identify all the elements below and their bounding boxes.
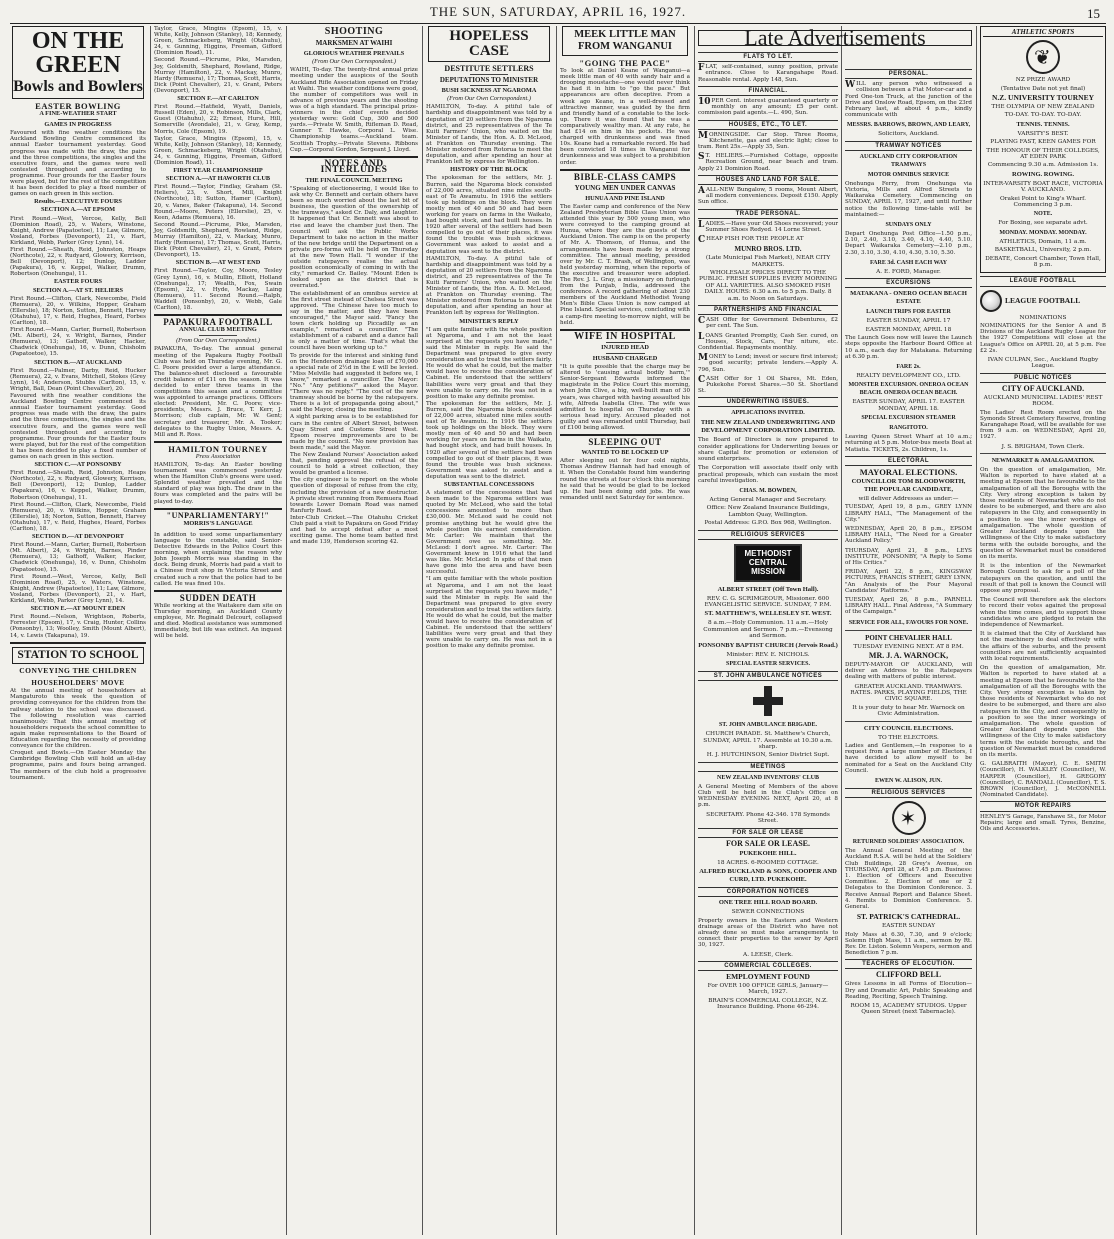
ad-text: WEDNESDAY, April 20, 8 p.m., EPSOM LIBRARY HALL, "The Need for a Greater Auckland Policy." xyxy=(845,525,972,545)
article-text: WAIHI, To-day. The twenty-first annual prize meeting under the auspices of the South Auckland Rifle Association opened on Friday at Waihi. The weather conditions were good, the number of competitors was well in advance of previous years and the shooting was of a high standard. The principal prize-winners in the chief events decided yesterday were: Gold Cup, 300 and 500 yards.—Private W. Smith, Rifleman D. Read, Gunner T. Hawke, Corporal L. Wise. Championship teams.—Auckland team. Scottish Trophy.—Private Stevens. Ribbons Cup.—Corporal Gordon, Sergeant J. Lloyd. xyxy=(290,67,418,153)
classified-head: ST. JOHN AMBULANCE NOTICES xyxy=(698,671,838,681)
subhead: MINISTER'S REPLY xyxy=(459,317,519,325)
subhead: MORRIS'S LANGUAGE xyxy=(183,519,253,527)
headline-sleeping-out: SLEEPING OUT xyxy=(588,437,662,448)
ad-financial: 10 PER Cent. interest guaranteed quarterly or monthly on any amount; £5 per cent. commission paid agents.—L. 490, Sun. xyxy=(698,96,838,117)
ad-text: The Ladies' Rest Room erected on the Symonds Street Cemetery Reserve, fronting Karangahape Road, will be available for use from 9 a.m. on WEDNESDAY, April 20, 1927. xyxy=(980,409,1106,441)
headline-shooting: SHOOTING xyxy=(324,26,384,37)
subhead: HOUSEHOLDERS' MOVE xyxy=(31,679,125,688)
subhead: "GOING THE PACE" xyxy=(579,58,671,68)
page-number: 15 xyxy=(1087,6,1100,21)
section-st-heliers: SECTION A.—AT ST. HELIERS xyxy=(32,286,124,294)
subhead: INJURED HEAD xyxy=(601,343,649,351)
football-icon xyxy=(980,290,1002,312)
ad-trade: LADIES.—Have your Old Shoes recovered; your Summer Shoes Redyed. 14 Lorne Street. xyxy=(698,219,838,233)
headline-bowls: Bowls and Bowlers xyxy=(13,78,143,95)
classified-head: HOUSES AND LAND FOR SALE. xyxy=(698,175,838,185)
ad-text: VARSITY'S BEST. xyxy=(1017,130,1069,137)
subhead: DESTITUTE SETTLERS xyxy=(444,64,534,73)
late-ads-title: Late Advertisements xyxy=(698,30,972,46)
ad-text: TENNIS. TENNIS. xyxy=(1016,120,1070,128)
byline: (From Our Own Correspondent.) xyxy=(447,95,531,103)
headline-box xyxy=(12,647,144,665)
section-c: SECTION C.—AT PONSONBY xyxy=(34,461,122,469)
ad-text: EMPLOYMENT FOUND xyxy=(726,972,810,982)
ad-text: CHURCH PARADE. St. Matthew's Church, SUNDAY, APRIL 17. Assemble at 10.30 a.m. sharp. xyxy=(703,731,833,750)
ad-text: Orakei Point to King's Wharf. Commencing 3 p.m. xyxy=(1000,195,1086,208)
ad-text: Ladies and Gentlemen,—In response to a request from a large number of Electors, I have decided to allow myself to be nominated for a Seat on the Auckland City Council. xyxy=(845,743,972,774)
ad-text: FRIDAY, April 22, 8 p.m., KINGSWAY PICTURES, FRANCIS STREET, GREY LYNN, "An Analysis of the Four Mayoral Candidates' Platforms." xyxy=(845,569,972,594)
classified-head: MEETINGS xyxy=(698,762,838,772)
ad-text: REALTY DEVELOPMENT CO., LTD. xyxy=(856,372,961,379)
subhead: DEPUTATIONS TO MINISTER xyxy=(439,76,539,85)
ad-text: APPLICATIONS INVITED. xyxy=(731,410,805,417)
article-text: After sleeping out for four cold nights, Thomas Andrew Hannah had had enough of it. When the Constable found him wandering round the streets at four o'clock this morning he said that he would be glad to be locked up. He had been doing odd jobs. He was remanded until next Saturday for sentence. xyxy=(560,458,690,501)
section-d: SECTION D.—AT DEVONPORT xyxy=(32,533,124,541)
article-text: First Round.—Clifton, Clark, Newcombe, Field (Remuera), 20, v. Wilkins, Hopper, Graham (Ellerslie), 18; Norton, Sutton, Bennett, Harvey (Otahuhu), 17, v. Reid, Hughes, Heard, Forbes (Carlton), 18. xyxy=(10,501,146,532)
article-text: Taylor, Grace, Mingins (Epsom), 15, v. White, Kelly, Johnson (Stanley), 18; Kennedy, Green, Schmackeberg, Wright (Otahuhu), 24, v. Gunning, Higgins, Freeman, Gifford (Dominion Road), 11. xyxy=(154,135,282,166)
ad-text: ALFRED BUCKLAND & SONS, COOPER AND CURD, LTD. PUKEKOHE. xyxy=(699,868,837,883)
classified-head: UNDERWRITING ISSUES. xyxy=(698,397,838,407)
article-text: First Round.—Clifton, Clark, Newcombe, Field (Remuera), 20, v. Wilkins, Hopper, Graham (Ellerslie), 18; Norton, Sutton, Bennett, Harvey (Otahuhu), 17, v. Reid, Hughes, Heard, Forbes (Carlton), 18. xyxy=(10,295,146,326)
subhead: GAMES IN PROGRESS xyxy=(44,121,112,129)
ad-text: SUNDAYS ONLY xyxy=(885,222,932,229)
column-meek-little-man xyxy=(560,26,690,1235)
article-text: First Round.—Nelson, Wrightson, Roberts, Forrester (Epsom), 17, v. Craig, Hunter, Collins (Ponsonby), 13; Woolley, Smith (Mount Albert), 14, v. Lewis (Takapuna), 19. xyxy=(10,614,146,639)
headline-station-to-school: STATION TO SCHOOL xyxy=(17,648,139,661)
ad-text: WHOLESALE PRICES DIRECT TO THE PUBLIC. FRESH SUPPLIES EVERY MORNING OF ALL VARIETIES. ALSO SMOKED FISH DAILY. HOURS: 6.30 a.m. to 5 p.m. Daily. 8 a.m. to Noon on Saturdays. xyxy=(699,270,837,302)
ad-text: (Late Municipal Fish Market), NEAR CITY MARKETS. xyxy=(705,255,831,268)
ad-text: A General Meeting of Members of the above Club will be held in the Club's Office on WEDNESDAY EVENING NEXT, April 20, at 8 p.m. xyxy=(698,783,838,809)
ad-text: A. E. FORD, Manager. xyxy=(876,268,941,275)
ad-text: GREATER AUCKLAND. TRAMWAYS. RATES. PARKS, PLAYING FIELDS, THE CIVIC SQUARE. xyxy=(850,683,967,703)
subhead: HISTORY OF THE BLOCK xyxy=(450,166,528,174)
article-text: First Round.—West, Vercoe, Kelly, Bell (Dominion Road), 25, v. Waters, Winstone, Knight, Andrew (Papatoetoe), 11; Law, Gilmore, Vosland, Forbes (Devonport), 21, v. Hart, Kirkland, Webb, Parker (Grey Lynn), 14. xyxy=(10,215,146,246)
classified-head: PUBLIC NOTICES xyxy=(980,373,1106,383)
ad-partnership: MONEY to Lend; invest or secure first interest; good security; private lenders.—Apply A. 796, Sun. xyxy=(698,353,838,373)
ad-text: CITY COUNCIL ELECTIONS. xyxy=(863,724,954,732)
article-text: Second Round.—Picrume, Pike, Marsden, Joy, Goldsmith, Shephard, Rowland, Ridge, Murray (Hamilton), 22, v. Mackay, Munro, Hardy (Remuera), 17; Thomas, Scott, Harris, Dick (Point Chevalier), 21, v. Grant, Peters (Devonport), 15. xyxy=(154,221,283,259)
classified-head: TRADE PERSONAL. xyxy=(698,209,838,219)
headline-box xyxy=(12,26,144,99)
league-heading: LEAGUE FOOTBALL xyxy=(980,290,1106,312)
article-text: While working at the Waitakere dam site on Thursday morning, an Auckland County employee, Mr. Reginald Delcourt, collapsed and died. Medical assistance was summoned immediately, but life was extinct. An inquest will be held. xyxy=(154,602,282,640)
ad-text: BRAIN'S COMMERCIAL COLLEGE, N.Z. Insurance Building. Phone 46-294. xyxy=(708,997,828,1011)
ad-text: MOTOR OMNIBUS SERVICE xyxy=(867,171,950,178)
ad-text: EASTER SUNDAY, APRIL 17. EASTER MONDAY, APRIL 18. xyxy=(852,399,965,412)
ad-text: IVAN CULPAN, Sec., Auckland Rugby League. xyxy=(987,356,1099,370)
subhead: THE FINAL COUNCIL MEETING xyxy=(305,176,403,184)
ad-text: BASKETBALL, University, 2 p.m. xyxy=(994,247,1092,254)
section-haworth: SECTION A.—AT HAWORTH CLUB xyxy=(165,175,271,183)
article-text: Favoured with fine weather conditions the Auckland Bowling Centre commenced its annual Easter tournament yesterday. Good progress was made with the draw, the pairs and the three competitions, the singles and the executive fours, and the games were well contested throughout and according to programme. Four grounds for the Easter fours were played, but for the rest of the competition it has been decided to play a fixed number of games on each green in this section. xyxy=(10,393,146,460)
ad-text: AUCKLAND CITY CORPORATION TRAMWAYS xyxy=(859,153,958,168)
ad-text: DEPUTY-MAYOR OF AUCKLAND, will deliver an Address to the Ratepayers dealing with matters of public interest. xyxy=(845,661,972,681)
ad-text: EASTER SUNDAY xyxy=(881,923,936,930)
ad-text: The Council will therefore ask the electors to record their votes against the proposal when the time comes, and to support those candidates who are pledged to retain the independence of Newmarket. xyxy=(980,597,1106,628)
column-bowls-cont xyxy=(154,26,282,1235)
athletic-sports-box xyxy=(980,26,1106,273)
ad-text: Depart Onehunga Post Office—1.50 p.m., 2.10, 2.40, 3.10, 3.40, 4.10, 4.40, 5.10. Depart Waikaraka Cemetery—2.10 p.m., 2.30, 3.10, 3.30, 4.10, 4.30, 5.10, 5.30. xyxy=(845,231,972,256)
article-text: The Easter camp and conference of the New Zealand Presbyterian Bible Class Union was attended this year by 500 young men, who were conveyed to the camping ground at Hunua, where they are the guests of the Auckland Union. The camp is on the property of Mr. A. Thomson, of Hunua, and the arrangements have been made by a strong committee. The annual meeting, presided over by Mr. C. T. Brash, of Wellington, was held yesterday morning, when the reports of the executive and treasurer were adopted. The Rev. J. L. Gray, a missionary on furlough from the Punjab, India, addressed the conference. A record gathering of about 230 members of the Auckland Methodist Young Men's Bible Class Union is now camped at Pine Island. Special services, concluding with a camp-fire meeting to-morrow night, will be held. xyxy=(560,203,690,326)
ad-text: (Tentative Date not yet final) xyxy=(1000,85,1086,92)
ad-text: FARE 3d. CASH EACH WAY xyxy=(869,259,948,266)
ad-text: SEWER CONNECTIONS xyxy=(731,909,805,916)
ad-text: Solicitors, Auckland. xyxy=(878,131,939,138)
classified-head: CORPORATION NOTICES xyxy=(698,887,838,897)
classified-head: COMMERCIAL COLLEGES. xyxy=(698,961,838,971)
ad-text: ATHLETICS, Domain, 11 a.m. xyxy=(999,238,1087,245)
ad-text: N.Z. UNIVERSITY TOURNEY xyxy=(992,92,1094,102)
masthead-title: THE SUN, SATURDAY, APRIL 16, 1927. xyxy=(429,4,687,19)
ad-text: RETURNED SOLDIERS' ASSOCIATION. xyxy=(852,839,965,846)
column-shooting xyxy=(290,26,418,1235)
ad-text: will deliver Addresses as under:— xyxy=(858,495,959,502)
ad-partnership: CASH Offer for Government Debentures, £2 per cent. The Sun. xyxy=(698,316,838,330)
ad-house-sale: AALL-NEW Bungalow, 5 rooms, Mount Albert, all modern conveniences. Deposit £150. Apply Sun office. xyxy=(698,185,838,206)
ad-text: TUESDAY EVENING NEXT. AT 8 P.M. xyxy=(853,643,964,650)
section-e: SECTION E.—AT MOUNT EDEN xyxy=(30,605,126,613)
ad-text: CHAS. M. BOWDEN, xyxy=(739,487,797,494)
ad-text: For Boxing, see separate advt. xyxy=(998,220,1088,227)
ad-text: CITY OF AUCKLAND. xyxy=(1001,383,1085,393)
ad-text: MONSTER EXCURSION. ONEROA OCEAN BEACH. ONEROA OCEAN BEACH. xyxy=(848,382,969,397)
ad-text: The Launch Goes now will leave the Launch steps opposite the Harbour Board Office at 10 a.m., each day for Matakana. Returning at 6.30 p.m. xyxy=(845,335,972,360)
ad-text: Acting General Manager and Secretary. xyxy=(709,496,827,503)
ad-text: The Board of Directors is now prepared to consider applications for Underwriting Issues or share Capital for promotion or extension of sound enterprises. xyxy=(698,437,838,463)
ad-text: ROOM 15, ACADEMY STUDIOS. Upper Queen Street (next Tabernacle). xyxy=(850,1003,967,1016)
rsa-badge-icon: ✶ xyxy=(892,801,926,835)
classified-head: TRAMWAY NOTICES xyxy=(845,141,972,151)
article-text: First Round.—Taylor, Coy, Moore, Tesley (Grey Lynn), 16, v. Mullin, Elliott, Holland (Onehunga), 17; Wealth, Fox, Swain (Epsom), 22, v. Hyde, Mackay, Laing (Remuera), 11. Second Round.—Ralph, Waddell (Ponsonby), 20, v. Webb, Gale (Carlton), 18. xyxy=(154,268,282,312)
results-head: Results.—EXECUTIVE FOURS xyxy=(34,198,122,206)
ad-text: Property owners in the Eastern and Western drainage areas of the District who have not already done so must make arrangements to connect their properties to the sewer by April 30, 1927. xyxy=(698,917,838,949)
classified-head: ELECTORAL xyxy=(845,456,972,466)
classified-head: LEAGUE FOOTBALL xyxy=(980,276,1106,286)
article-text: The New Zealand Nurses' Association asked that, pending approval the refusal of the council to hold a street collection, they would be granted a license. xyxy=(290,452,418,477)
ad-text: NEW ZEALAND INVENTORS' CLUB xyxy=(717,774,819,781)
headline-on-the-green: ON THE GREEN xyxy=(31,28,125,78)
ad-text: Office: New Zealand Insurance Buildings, Lambton Quay, Wellington. xyxy=(706,505,830,518)
article-text: In addition to used some unparliamentary language to the constable, said Senior-Detective Edwards in the Police Court this morning, when explaining the reason why John Joseph Morris was standing in the dock. Being drunk, Morris had paid a visit to a Chinese fruit shop in Victoria Street and created such a row that the police had to be called. He was fined 10s. xyxy=(154,531,282,587)
headline-meek-little-man: MEEK LITTLE MAN FROM WANGANUI xyxy=(574,29,676,52)
article-text: To provide for the interest and sinking fund on the Henderson drainage loan of £70,000 a special rate of 2½d in the £ will be levied. "Miss Melville had suggested it before we, I know," remarked a councillor. The Mayor: "No." "Any petitions?" asked the Mayor. "There was no reply." "The cost of the new tramway should be borne by the ratepayers. There is a lot of propaganda going about," said the Mayor, closing the meeting. xyxy=(290,352,418,414)
ad-house: S T. HELIERS.—Furnished Cottage, opposite Recreation Ground, near beach and tram. Apply 21 Dominion Road. xyxy=(698,152,838,172)
ad-flat: FLAT, self-contained, sunny position, private entrance. Close to Karangahape Road. Reasonable rental. Apply 148, Sun. xyxy=(698,63,838,83)
ad-text: NOTE. xyxy=(1033,211,1053,218)
ad-text: Holy Mass at 6.30, 7.30, and 9 o'clock; Solemn High Mass, 11 a.m., sermon by Rt. Rev. Dr. Liston. Solemn Vespers, sermon and Benediction 7 p.m. xyxy=(845,931,972,957)
ad-text: J. S. BRIGHAM, Town Clerk. xyxy=(1001,443,1085,450)
ad-text: RANGITOTO. xyxy=(889,425,928,432)
ad-text: MESSRS. BARROWS, BROWN, AND LEARY, xyxy=(846,122,971,129)
ad-text: G. GALBRAITH (Mayor), C. E. SMITH (Councillor), H. WALKLEY (Councillor), W. HARPER (Councillor), H. GREGORY (Councillor), C. RANDALL (Councillor), T. S. BROWN (Councillor), J. McCONNELL (Nominated Candidate). xyxy=(980,761,1106,799)
article-text: Second Round.—Picrume, Pike, Marsden, Joy, Goldsmith, Shephard, Rowland, Ridge, Murray (Hamilton), 22, v. Mackay, Munro, Hardy (Remuera), 17; Thomas, Scott, Harris, Dick (Point Chevalier), 21, v. Grant, Peters (Devonport), 15. xyxy=(154,57,283,94)
article-text: First Round.—Sheath, Reid, Johnston, Heaps (Northcote), 22, v. Rudyard, Glowery, Kerrison, Bell (Devonport), 12; Dunlop, Ladder (Papakura), 16, v. Keppel, Walker, Drumm, Robertson (Onehunga), 11. xyxy=(10,470,146,501)
classified-head: FINANCIAL. xyxy=(698,86,838,96)
section-b: SECTION B.—AT AUCKLAND xyxy=(34,358,122,366)
ad-text: Postal Address: G.P.O. Box 968, Wellington. xyxy=(704,520,832,527)
ad-text: LAUNCH TRIPS FOR EASTER xyxy=(866,309,951,316)
subhead: HUNUA AND PINE ISLAND xyxy=(585,194,665,202)
headline-box xyxy=(428,26,550,62)
ad-text: SPECIAL EXCURSION STEAMER xyxy=(861,415,956,422)
article-text: First Round.—Palmer, Darby, Reid, Hucker (Remuera), 22, v. Evans, Mitchell, Stokes (Grey Lynn), 14; Anderson, Stubbs (Carlton), 15, v. Wright, Ball, Dean (Point Chevalier), 20. xyxy=(10,367,146,392)
ad-motor: HENLEY'S Garage, Fanshawe St., for Motor Repairs; large and small. Tyres, Benzine, Oils and Accessories. xyxy=(980,813,1106,832)
section-head: EASTER BOWLING xyxy=(35,101,121,111)
ad-text: INTER-VARSITY BOAT RACE, VICTORIA V. AUCKLAND. xyxy=(983,180,1103,194)
ad-text: ROWING. ROWING. xyxy=(1012,170,1074,178)
ad-text: On the question of amalgamation, Mr. Walton is reported to have stated at a meeting at Epsom that he favourable to the amalgamation of all the Boroughs with the City. Very strong exception is taken by those residents of Newmarket who do not desire to be submerged, and there are also ratepayers in the City, and consequently in a position to see the inner workings of amalgamation. The whole question of Greater Auckland depends upon the willingness of the City to make satisfactory terms with the outside boroughs, and the question of Newmarket must be considered on its merits. xyxy=(980,665,1106,758)
ad-text: THURSDAY, April 21, 8 p.m., LEYS INSTITUTE, PONSONBY, "A Reply to Some of His Critics." xyxy=(845,547,972,566)
ad-text: PUKEKOHE HILL. xyxy=(739,849,797,857)
classified-head: RELIGIOUS SERVICES xyxy=(698,530,838,540)
ad-text: FARE 2s. xyxy=(896,363,921,370)
headline-box xyxy=(562,26,688,56)
byline: Press Association xyxy=(195,452,241,460)
ad-text: Gives Lessons in all Forms of Elocution—Dry and Dramatic Art, Public Speaking and Reading, Reciting, Speech Training. xyxy=(845,981,972,1000)
ad-text: TO THE ELECTORS. xyxy=(878,734,939,741)
classified-head: FLATS TO LET. xyxy=(698,52,838,62)
headline-papakura: PAPAKURA FOOTBALL xyxy=(163,317,273,328)
ad-text: AUCKLAND MUNICIPAL LADIES' REST ROOM. xyxy=(983,394,1103,408)
ad-text: For OVER 100 OFFICE GIRLS, January—March, 1927. xyxy=(707,983,829,996)
article-text: First Round.—Mann, Carter, Burnell, Robertson (Mt. Albert), 24, v. Wright, Barnes, Pinder (Remuera), 13; Gathoff, Walker, Hacker, Chadwick (Onehunga), 16, v. Dunn, Chisholm (Papatoetoe), 15. xyxy=(10,542,146,573)
ad-text: NZ PRIZE AWARD xyxy=(1015,77,1071,84)
ad-text: Onehunga Ferry, from Onehunga via Victoria, Mills and Alfred Streets to Waikaraka Cemetery. Commencing on SUNDAY, APRIL 17, 1927, and until further notice the following time-table will be maintained:— xyxy=(845,180,972,218)
ad-text: TUESDAY, April 26, 8 p.m., PARNELL LIBRARY HALL. Final Address, "A Summary of the Campaign." xyxy=(845,596,972,616)
article-text: "Speaking of electioneering, I would like to ask why Cr. Bennett and certain others have been so much worried about the last bit of business, the question of the ownership of the tramways," asked Cr. Daly, and laughter. It happened that Cr. Bennett was about to rise and leave the chamber just then. The council will ask the Public Works Department to take no action in the matter of the new bridge until the Department on a private pro-forma will be held on Thursday at the new Town Hall. "I wonder if the outside ratepayers realise the actual position economically of coming in with the city," remarked Cr. Bailey. "Mount Eden is looked upon as the district that is overrated." xyxy=(290,185,418,290)
headline-sudden-death: SUDDEN DEATH xyxy=(179,592,257,603)
ad-house: MORNINGSIDE. Car Stop. Three Rooms, Kitchenette, gas and electric light; close to tram. Rent 25s.—Apply 35, Sun. xyxy=(698,130,838,150)
article-text: First Round.—West, Vercoe, Kelly, Bell (Dominion Road), 25, v. Waters, Winstone, Knight, Andrew (Papatoetoe), 11; Law, Gilmore, Vosland, Forbes (Devonport), 21, v. Hart, Kirkland, Webb, Parker (Grey Lynn), 14. xyxy=(10,573,146,605)
ad-text: Minister: REV. E. NICHOLS. xyxy=(726,651,810,658)
ad-text: EWEN W. ALISON, JUN. xyxy=(874,778,943,785)
classified-head: TEACHERS OF ELOCUTION. xyxy=(845,959,972,969)
ad-text: SPECIAL EASTER SERVICES. xyxy=(726,661,810,668)
ad-text: 18 ACRES. 6-ROOMED COTTAGE. xyxy=(717,859,819,866)
article-text: Favoured with fine weather conditions the Auckland Bowling Centre commenced its annual Easter tournament yesterday. Good progress was made with the draw, the pairs and the three competitions, the singles and the executive fours, and the games were well contested throughout and according to programme. Four grounds for the Easter fours were played, but for the rest of the competition it has been decided to play a fixed number of games on each green in this section. xyxy=(10,130,146,198)
ad-text: SECRETARY. Phone 42-346. 178 Symonds Street. xyxy=(706,811,830,825)
masthead xyxy=(10,4,1106,24)
ad-text: The Annual General Meeting of the Auckland R.S.A. will be held at the Soldiers' Club Buildings, 28 Grey's Avenue, on THURSDAY, April 28, at 7.45 p.m. Business: 1. Election of Officers and Executive Committee. 2. Election of one or 2 Delegates to the Dominion Conference. 3. Receive Annual Report and Balance Sheet. 4. Remits to Dominion Conference. 5. General. xyxy=(845,848,972,910)
article-text: Inter-Club Cricket.—The Otahuhu Cricket Club paid a visit to Papakura on Good Friday and had to accept defeat after a most exciting game. The home team batted first and made 139, Henderson scoring 42. xyxy=(290,514,418,546)
classified-head: FOR SALE OR LEASE xyxy=(698,828,838,838)
ad-text: A. LEESE, Clerk. xyxy=(743,951,793,958)
article-text: At the annual meeting of householders at Mangaturoto this week the question of providing conveyance for the children from the railway station to the school was discussed. The following resolution was carried unanimously: That this annual meeting of householders requests the school committee to again make representations to the Board of Education regarding the necessity of providing conveyance for the children. xyxy=(10,688,146,750)
subhead: SUBSTANTIAL CONCESSIONS xyxy=(443,481,535,488)
ad-text: MONDAY. MONDAY. MONDAY. xyxy=(999,229,1087,236)
ad-text: NOMINATIONS for the Senior A and B Divisions of the Auckland Rugby League for the 1927 Competitions will close at the League's Office on APRIL 20, at 5 p.m. Fee £2 2s. xyxy=(980,322,1106,354)
section-a: SECTION A.—AT EPSOM xyxy=(40,206,116,214)
article-text: First Round.—Hatfield, Wyatt, Daniels, Russell (Eden), 20, v. Robinson, Mills, Clark, Guest (Otahuhu), 22; Ernest, Hurst, Hill, Somerville (Avondale), 21, v. Gray, Kemp, Morris, Cole (Epsom), 19. xyxy=(154,104,282,135)
ad-text: It is your duty to hear Mr. Warnock on Civic Administration. xyxy=(852,704,965,718)
headline-bible-class: BIBLE-CLASS CAMPS xyxy=(573,171,677,182)
ad-text: MATAKANA - ONERO OCEAN BEACH ESTATE xyxy=(850,290,967,306)
article-text: A statement of the concessions that had been made to the Ngaroma settlers was quoted by Mr. McLeod, who said the total concessions amounted to more than £30,000. Mr. McLeod said he could not promise anything but he would give the whole position his earnest consideration. Mr. Carter: We maintain that the Government owe us something. Mr. McLeod: I don't agree. Mr. Carter: The Government knew in 1916 what the land was like. Mr. McLeod: In spite of that men have gone into the area and have been successful. xyxy=(426,490,552,576)
article-text: To look at Daniel Keane of Wanganui—a meek little man of 40 with sandy hair and a drooping moustache—one would never think he had it in him to "go the pace." But appearances are often deceptive. From a week ago Keane, in a well-dressed and attractive manner, was guided by the firm and friendly hand of a constable to the lock-up. There it was found that he was a comparatively wealthy man. At any rate, he had £14 on him in his pockets. He was charged with drunkenness and was fined 10s. Keane had a remarkable record. He had been convicted 18 times in Wanganui for drunkenness and was subject to a prohibition order. xyxy=(560,68,690,166)
ad-text: Commencing 9.30 a.m. Admission 1s. xyxy=(987,162,1099,169)
ad-text: DEBATE, Concert Chamber, Town Hall, 8 p.m. xyxy=(985,255,1101,268)
athletic-sports-title: ATHLETIC SPORTS xyxy=(983,29,1103,37)
ad-personal: WILL any person who witnessed a collision between a Fiat Motor-car and a Ford One-ton Truck, at the junction of the Drive and Onslow Road, Epsom, on the 23rd February last, at about 4 p.m., kindly communicate with xyxy=(845,80,972,119)
subhead: HUSBAND CHARGED xyxy=(592,354,658,362)
ad-text: ST. JOHN AMBULANCE BRIGADE. xyxy=(718,722,818,729)
classified-head: EXCURSIONS xyxy=(845,278,972,288)
article-text: First Round.—Taylor, Findlay, Graham (St. Heliers), 23, v. Short, Mill, Knight (Northcote), 18; Sutton, Hamer (Carlton), 20, v. Vanes, Baker (Takapuna), 14. Second Round.—Moore, Peters (Ellerslie), 25, v. Keen, Adams (Remuera), 16. xyxy=(154,184,282,221)
headline-unparliamentary: "UNPARLIAMENTARY!" xyxy=(166,510,270,520)
ad-text: SERVICE FOR ALL, FAVOURS FOR NONE. xyxy=(848,619,969,626)
ad-partnership: LOANS Granted Promptly, Cash Ser. cured, on Houses, Stock, Cars, Fur niture, etc. Confidential. Repayments monthly. xyxy=(698,331,838,351)
article-text: The city engineer is to report on the whole question of disposal of refuse from the city, including the provision of a new destructor. A private street running from Remuera Road towards Lower Domain Road was named Ranfurly Road. xyxy=(290,477,418,514)
classified-head: PERSONAL. xyxy=(845,69,972,79)
ad-text: NOMINATIONS xyxy=(1019,314,1067,321)
ad-text: On the question of amalgamation, Mr. Walton is reported to have stated at a meeting at Epsom that he favourable to the amalgamation of all the Boroughs with the City. Very strong exception is taken by those residents of Newmarket who do not desire to be submerged, and there are also ratepayers in the City, and consequently in a position to see the inner workings of amalgamation. The whole question of Greater Auckland depends upon the willingness of the City to make satisfactory terms with the outside boroughs, and the question of Newmarket must be considered on its merits. xyxy=(980,467,1106,560)
ad-text: ST. MATTHEW'S, WELLESLEY ST. WEST. xyxy=(704,610,832,618)
easter-fours-head: EASTER FOURS xyxy=(53,278,103,286)
subhead: BUSH SICKNESS AT NGAROMA xyxy=(441,87,537,95)
column-late-ads-right xyxy=(845,66,972,1235)
ad-text: EASTER SUNDAY, APRIL 17 xyxy=(866,318,951,325)
ad-text: THE HONOUR OF THEIR COLLEGES, AT EDEN PARK xyxy=(986,147,1100,160)
article-text: "I am quite familiar with the whole position at Ngaroma, and I am not the least surprised at the requests you have made," said the Minister in reply. He said the Department was prepared to give every consideration and to treat the settlers fairly. He would do what he could, but the matter would have to receive the consideration of Cabinet. He understood that the settlers' liabilities were very great and that they were unable to carry on. He was not in a position to make any definite promise. xyxy=(426,326,552,400)
classified-head: MOTOR REPAIRS xyxy=(980,801,1106,811)
classified-head: HOUSES, ETC., TO LET. xyxy=(698,120,838,130)
classified-head: PARTNERSHIPS AND FINANCIAL xyxy=(698,305,838,315)
university-crest-icon: ❦ xyxy=(1026,40,1060,74)
ad-text: ST. PATRICK'S CATHEDRAL. xyxy=(856,912,961,922)
headline-notes: NOTES AND INTERLUDES xyxy=(320,158,388,175)
ad-text: H. J. HUTCHINSON, Senior District Supt. xyxy=(706,752,830,759)
ad-text: COUNCILLOR TOM BLOODWORTH, THE POPULAR CANDIDATE, xyxy=(851,477,966,493)
subhead: WANTED TO BE LOCKED UP xyxy=(581,449,669,457)
byline: (From Our Own Correspondent.) xyxy=(312,58,396,66)
munro-bros: MUNRO BROS. LTD. xyxy=(734,245,802,254)
column-bowls xyxy=(10,26,146,1235)
subhead: YOUNG MEN UNDER CANVAS xyxy=(574,183,676,192)
article-text: Croquet and Bowls.—On Easter Monday the Cambridge Bowling Club will hold an all-day programme, pairs and fours being arranged. The members of the club hold a progressive tournament. xyxy=(10,750,146,781)
article-text: "I am quite familiar with the whole position at Ngaroma, and I am not the least surprised at the requests you have made," said the Minister in reply. He said the Department was prepared to give every consideration and to treat the settlers fairly. He would do what he could, but the matter would have to receive the consideration of Cabinet. He understood that the settlers' liabilities were very great and that they were unable to carry on. He was not in a position to make any definite promise. xyxy=(426,576,552,650)
ad-text: TO-DAY. TO-DAY. TO-DAY. xyxy=(1004,112,1082,119)
ad-text: FOR SALE OR LEASE. xyxy=(725,838,811,848)
article-text: HAMILTON, To-day. An Easter bowling tournament was commenced yesterday when the Hamilton Club's greens were used. Splendid weather prevailed and the standard of play was high. The draw in the fours was completed and the pairs will be played to-day. xyxy=(154,462,282,505)
st-john-cross-icon xyxy=(751,684,785,718)
section-carlton: SECTION F.—AT CARLTON xyxy=(177,95,259,103)
ad-text: ONE TREE HILL ROAD BOARD. xyxy=(718,899,818,907)
ad-text: REV. C. G. SCRIMGEOUR, Missioner. 600 EVANGELISTIC SERVICE. SUNDAY, 7 P.M. xyxy=(704,595,832,609)
article-text: The establishment of an omnibus service at the first street instead of Chelsea Street was approved. "The Chinese have too much to say in the matter, and they have been encouraged," the Mayor said. "Fancy the town clerk holding up Piccadilly as an example," remarked a councillor. "The establishment of a cabaret and a dance hall is only a matter of time. That's what the council have been working up to." xyxy=(290,290,418,352)
classified-head: RELIGIOUS SERVICES xyxy=(845,788,972,798)
ad-text: THE NEW ZEALAND UNDERWRITING AND DEVELOPMENT CORPORATION LIMITED. xyxy=(700,419,836,435)
methodist-mission-logo: METHODIST CENTRAL MISSION xyxy=(734,544,802,582)
headline-hamilton: HAMILTON TOURNEY xyxy=(168,443,268,454)
article-text: PAPAKURA, To-day. The annual general meeting of the Papakura Rugby Football Club was held on Thursday evening, Mr. G. C. Poore presided over a large attendance. The balance-sheet disclosed a favourable credit balance of £11 on the season. It was decided to enter three teams in the competitions this season and a committee was appointed to arrange practices. Officers elected: President, Mr. C. Poore; vice-presidents, Messrs. J. Bruce, T. Kerr, J. Morrison; club captain, Mr. W. Gent; secretary and treasurer, Mr. A. Tooker; delegates to the Rugby Union, Messrs. A. Mill and R. Ross. xyxy=(154,346,282,438)
article-text: A sight parking area is to be established for cars in the centre of Albert Street, between Quay Street and Customs Street West. Epsom reserve improvements are to be made by the council. "No new provision has been made," said the Mayor. xyxy=(290,414,418,451)
article-text: First Round.—Sheath, Reid, Johnston, Heaps (Northcote), 22, v. Rudyard, Glowery, Kerrison, Bell (Devonport), 12; Dunlop, Ladder (Papakura), 16, v. Keppel, Walker, Drumm, Robertson (Onehunga), 11. xyxy=(10,246,146,278)
ad-fish: CHEAP FISH FOR THE PEOPLE AT xyxy=(698,235,804,246)
first-year-head: FIRST YEAR CHAMPIONSHIP xyxy=(173,167,263,175)
ad-text: Leaving Queen Street Wharf at 10 a.m.; returning at 5 p.m. Motor-bus meets Boat at Matiatia. TICKETS, 2s. Children, 1s. xyxy=(845,434,972,453)
ad-text: EASTER MONDAY, APRIL 18 xyxy=(865,326,952,333)
ad-text: MAYORAL ELECTIONS. xyxy=(859,466,958,477)
article-text: HAMILTON, To-day. A pitiful tale of hardship and disappointment was told by a deputation of 20 settlers from the Ngaroma district, and 25 representatives of the Te Kuiti Farmers' Union, who waited on the Minister of Lands, the Hon. A. D. McLeod, at Frankton on Thursday evening. The Minister motored from Rotorua to meet the deputation, and after spending an hour at Frankton left by express for Wellington. xyxy=(426,255,552,317)
ad-text: CLIFFORD BELL xyxy=(875,970,942,980)
subhead: A FINE-WEATHER START xyxy=(39,110,117,118)
ad-text: TUESDAY, April 19, 8 p.m., GREY LYNN LIBRARY HALL, "The Management of the City." xyxy=(845,504,972,523)
ad-text: POINT CHEVALIER HALL xyxy=(865,633,952,642)
subhead: CONVEYING THE CHILDREN xyxy=(19,666,137,676)
ad-text: 8 a.m.—Holy Communion. 11 a.m.—Holy Communion and Sermon. 7 p.m.—Evensong and Sermon. xyxy=(703,620,833,640)
ad-text: PLAYING FAST, KEEN GAMES FOR xyxy=(990,139,1096,146)
ad-text: It is claimed that the City of Auckland has not the machinery to deal effectively with the affairs of the suburbs, and the present councillors are not sufficiently acquainted with local requirements. xyxy=(980,631,1106,662)
section-west-end: SECTION B.—AT WEST END xyxy=(175,259,261,267)
article-text: "It is quite possible that the charge may be altered to 'causing actual bodily harm,'" Senior-Sergeant Edwards informed the magistrate in the Police Court this morning, when John Clive, a big, well-built man of 30 years, was charged with having assaulted his wife, Alfreda Isabella Clive. The wife was admitted to hospital on Thursday with a serious head injury. Accused pleaded not guilty and was remanded until Thursday, bail of £100 being allowed. xyxy=(560,364,690,431)
ad-text: PONSONBY BAPTIST CHURCH (Jervois Road.) xyxy=(698,641,838,649)
article-text: Taylor, Grace, Mingins (Epsom), 15, v. White, Kelly, Johnson (Stanley), 18; Kennedy, Green, Schmackeberg, Wright (Otahuhu), 24, v. Gunning, Higgins, Freeman, Gifford (Dominion Road), 11. xyxy=(154,26,282,57)
ad-text: ALBERT STREET (Off Town Hall). xyxy=(717,585,819,593)
column-hopeless-case xyxy=(426,26,552,1235)
article-text: First Round.—Mann, Carter, Burnell, Robertson (Mt. Albert), 24, v. Wright, Barnes, Pinder (Remuera), 13; Gathoff, Walker, Hacker, Chadwick (Onehunga), 16, v. Dunn, Chisholm (Papatoetoe), 15. xyxy=(10,327,146,358)
ad-text: NEWMARKET & AMALGAMATION. xyxy=(991,458,1095,465)
headline-hopeless-case: HOPELESS CASE xyxy=(449,28,529,59)
ad-text: The Corporation will associate itself only with practical proposals, which can sustain the most careful investigation. xyxy=(698,465,838,484)
article-text: The spokesman for the settlers, Mr. J. Burren, said the Ngaroma block consisted of 22,000 acres, situated nine miles south-east of Te Awamutu. In 1916 the settlers took up holdings on the block. They were mostly men of 40 and 50 and had been working for years on farms in the Waikato, had bought stock, and had built houses. In 1920 after several of the settlers had been compelled to go out of their places, it was found the trouble was bush sickness. Government was asked to assist and a deputation was sent to the district. xyxy=(426,175,552,255)
column-athletics xyxy=(980,26,1106,1235)
ad-text: THE OLYMPIA OF NEW ZEALAND xyxy=(991,103,1095,110)
article-text: HAMILTON, To-day. A pitiful tale of hardship and disappointment was told by a deputation of 20 settlers from the Ngaroma district, and 25 representatives of the Te Kuiti Farmers' Union, who waited on the Minister of Lands, the Hon. A. D. McLeod, at Frankton on Thursday evening. The Minister motored from Rotorua to meet the deputation, and after spending an hour at Frankton left by express for Wellington. xyxy=(426,104,552,166)
ad-text: MR. J. A. WARNOCK, xyxy=(868,650,949,660)
byline: (From Our Own Correspondent.) xyxy=(176,337,260,345)
subhead: MARKSMEN AT WAIHI xyxy=(315,39,393,48)
subhead: GLORIOUS WEATHER PREVAILS xyxy=(303,50,405,58)
subhead: ANNUAL CLUB MEETING xyxy=(179,326,257,334)
article-text: The spokesman for the settlers, Mr. J. Burren, said the Ngaroma block consisted of 22,000 acres, situated nine miles south-east of Te Awamutu. In 1916 the settlers took up holdings on the block. They were mostly men of 40 and 50 and had been working for years on farms in the Waikato, had bought stock, and had built houses. In 1920 after several of the settlers had been compelled to go out of their places, it was found the trouble was bush sickness. Government was asked to assist and a deputation was sent to the district. xyxy=(426,400,552,480)
ad-text: It is the intention of the Newmarket Borough Council to ask for a poll of the ratepayers on the question, and until the result of that poll is known the Council will oppose any proposal. xyxy=(980,563,1106,594)
ad-partnership: CASH Offer for 1 Oil Shares, Mt. Eden, Pukekohe Forest Shares.—50 St. Shortland St. xyxy=(698,374,838,395)
headline-wife-in-hospital: WIFE IN HOSPITAL xyxy=(574,330,676,342)
